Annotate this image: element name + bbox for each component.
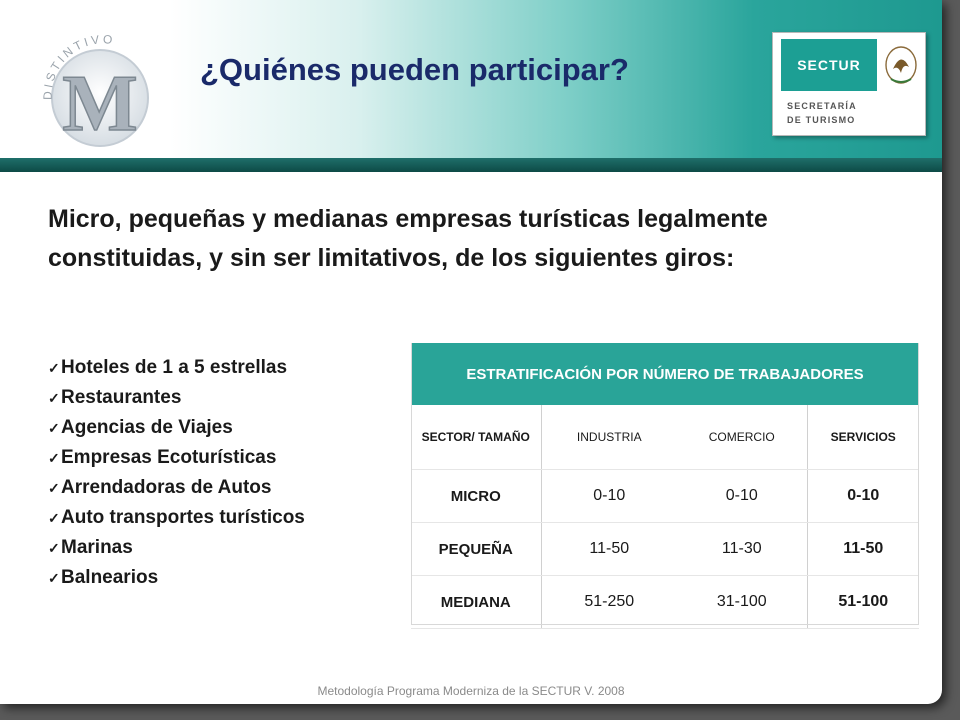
column-header: SECTOR/ TAMAÑO <box>411 405 541 470</box>
list-item: ✓Balnearios <box>48 563 305 593</box>
sectur-line-1: SECRETARÍA <box>787 101 857 111</box>
svg-text:DISTINTIVO: DISTINTIVO <box>40 32 117 101</box>
table-cell: 51-250 <box>541 576 677 629</box>
list-item: ✓Marinas <box>48 533 305 563</box>
table-row <box>411 576 919 629</box>
checkmark-icon: ✓ <box>48 570 60 586</box>
checkmark-icon: ✓ <box>48 390 60 406</box>
column-header: SERVICIOS <box>807 405 919 470</box>
column-header: COMERCIO <box>677 405 807 470</box>
checkmark-icon: ✓ <box>48 450 60 466</box>
checkmark-icon: ✓ <box>48 480 60 496</box>
sectur-line-2: DE TURISMO <box>787 115 856 125</box>
checkmark-icon: ✓ <box>48 360 60 376</box>
checkmark-icon: ✓ <box>48 540 60 556</box>
checkmark-icon: ✓ <box>48 510 60 526</box>
table-cell: 31-100 <box>677 576 807 629</box>
list-item: ✓Restaurantes <box>48 383 305 413</box>
list-item: ✓Agencias de Viajes <box>48 413 305 443</box>
svg-text:M: M <box>62 60 138 148</box>
row-label: PEQUEÑA <box>411 523 541 576</box>
stratification-table <box>411 343 919 629</box>
table-cell: 51-100 <box>807 576 919 629</box>
table-cell: 0-10 <box>541 470 677 523</box>
table-row <box>411 470 919 523</box>
column-header: INDUSTRIA <box>541 405 677 470</box>
row-label: MEDIANA <box>411 576 541 629</box>
table-cell: 0-10 <box>807 470 919 523</box>
table-cell: 0-10 <box>677 470 807 523</box>
table-header-row <box>411 405 919 470</box>
table-row <box>411 523 919 576</box>
table-cell: 11-30 <box>677 523 807 576</box>
distintivo-m-logo <box>22 22 172 152</box>
list-item: ✓Hoteles de 1 a 5 estrellas <box>48 353 305 383</box>
table-title-row <box>411 343 919 405</box>
table-cell: 11-50 <box>807 523 919 576</box>
bullet-list <box>48 353 305 593</box>
checkmark-icon: ✓ <box>48 420 60 436</box>
list-item: ✓Auto transportes turísticos <box>48 503 305 533</box>
list-item: ✓Empresas Ecoturísticas <box>48 443 305 473</box>
intro-text: Micro, pequeñas y medianas empresas turísticas legalmente constituidas, y sin ser limitativos, de los siguientes giros: <box>48 205 768 272</box>
table-cell: 11-50 <box>541 523 677 576</box>
footer-credit: Metodología Programa Moderniza de la SECTUR V. 2008 <box>317 684 625 698</box>
header-divider <box>0 158 942 172</box>
list-item: ✓Arrendadoras de Autos <box>48 473 305 503</box>
sectur-badge: SECTUR <box>781 39 877 91</box>
row-label: MICRO <box>411 470 541 523</box>
mexico-emblem-icon <box>881 39 921 91</box>
table-title: ESTRATIFICACIÓN POR NÚMERO DE TRABAJADORES <box>411 343 919 405</box>
sectur-logo <box>772 32 926 136</box>
page-title: ¿Quiénes pueden participar? <box>200 52 629 87</box>
